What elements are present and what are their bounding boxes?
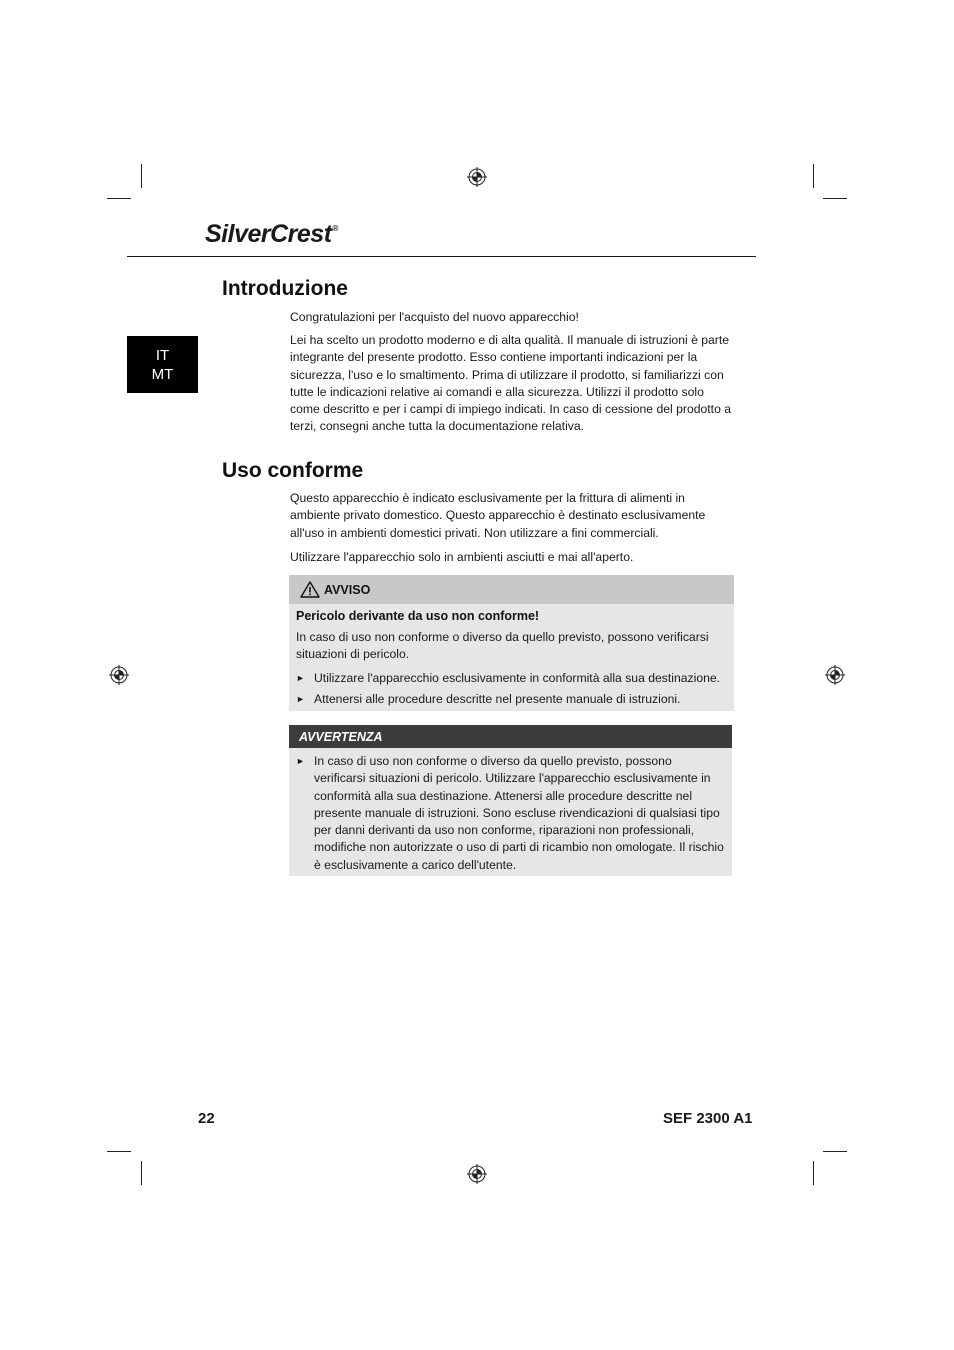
bullet-arrow-icon: ► — [296, 673, 305, 683]
registration-mark-icon — [467, 167, 487, 187]
registration-mark-icon — [467, 1164, 487, 1184]
crop-mark — [141, 1161, 142, 1185]
section-heading-uso-conforme: Uso conforme — [222, 459, 364, 482]
caution-bullet-text: In caso di uso non conforme o diverso da quello previsto, possono verificarsi situazioni di pericolo. Utilizzare l'apparecchio esclusivamente in conformità alla sua destinazione. Attenersi alle procedure descritte nel presente manuale di istruzioni. Sono escluse rivendicazioni di qualsiasi tipo per danni derivanti da uso non conforme, riparazioni non professionali, modifiche non autorizzate o uso di parti di ricambio non omologate. Il rischio è esclusivamente a carico dell'utente. — [314, 754, 724, 872]
crop-mark — [813, 164, 814, 188]
crop-mark — [823, 198, 847, 199]
bullet-arrow-icon: ► — [296, 694, 305, 704]
crop-mark — [107, 1151, 131, 1152]
intro-paragraph-1: Congratulazioni per l'acquisto del nuovo apparecchio! — [290, 310, 579, 324]
warning-bullet-text: Attenersi alle procedure descritte nel presente manuale di istruzioni. — [314, 692, 681, 706]
warning-bullet-item — [296, 670, 732, 687]
caution-box — [289, 725, 732, 876]
language-tab — [127, 336, 198, 393]
warning-label: AVVISO — [324, 582, 371, 597]
intro-paragraph-2: Lei ha scelto un prodotto moderno e di alta qualità. Il manuale di istruzioni è parte integrante del presente prodotto. Esso contiene importanti indicazioni per la sicurezza, l'uso e lo smaltimento. Prima di utilizzare il prodotto, si familiarizzi con tutte le indicazioni relative ai comandi e alla sicurezza. Utilizzi il prodotto solo come descritto e per i campi di impiego indicati. In caso di cessione del prodotto a terzi, consegni anche tutta la documentazione relativa. — [290, 333, 732, 434]
caution-bullet-item — [296, 753, 724, 874]
registered-mark: ® — [332, 224, 338, 233]
caution-box-header — [289, 725, 732, 748]
section-heading-introduzione: Introduzione — [222, 277, 348, 300]
crop-mark — [141, 164, 142, 188]
uso-paragraph-1: Questo apparecchio è indicato esclusivamente per la frittura di alimenti in ambiente privato domestico. Questo apparecchio è destinato esclusivamente all'uso in ambienti domestici privati. Non utilizzare a fini commerciali. — [290, 491, 706, 540]
warning-box-header — [289, 575, 734, 604]
page-number: 22 — [198, 1110, 215, 1127]
crop-mark — [813, 1161, 814, 1185]
caution-label: AVVERTENZA — [299, 729, 383, 744]
warning-box — [289, 575, 734, 711]
language-code-mt: MT — [151, 365, 174, 383]
language-code-it: IT — [155, 346, 170, 364]
registration-mark-icon — [825, 665, 845, 685]
header-rule — [127, 256, 756, 257]
warning-title: Pericolo derivante da uso non conforme! — [296, 609, 540, 623]
warning-triangle-icon — [300, 581, 320, 598]
crop-mark — [107, 198, 131, 199]
brand-logo — [205, 220, 338, 249]
warning-bullet-text: Utilizzare l'apparecchio esclusivamente in conformità alla sua destinazione. — [314, 671, 721, 685]
brand-name: SilverCrest — [205, 220, 332, 248]
warning-bullet-item — [296, 691, 732, 708]
model-number: SEF 2300 A1 — [663, 1110, 753, 1127]
crop-mark — [823, 1151, 847, 1152]
registration-mark-icon — [109, 665, 129, 685]
uso-paragraph-2: Utilizzare l'apparecchio solo in ambienti asciutti e mai all'aperto. — [290, 550, 634, 564]
warning-text: In caso di uso non conforme o diverso da quello previsto, possono verificarsi situazioni di pericolo. — [296, 630, 709, 662]
bullet-arrow-icon: ► — [296, 756, 305, 766]
